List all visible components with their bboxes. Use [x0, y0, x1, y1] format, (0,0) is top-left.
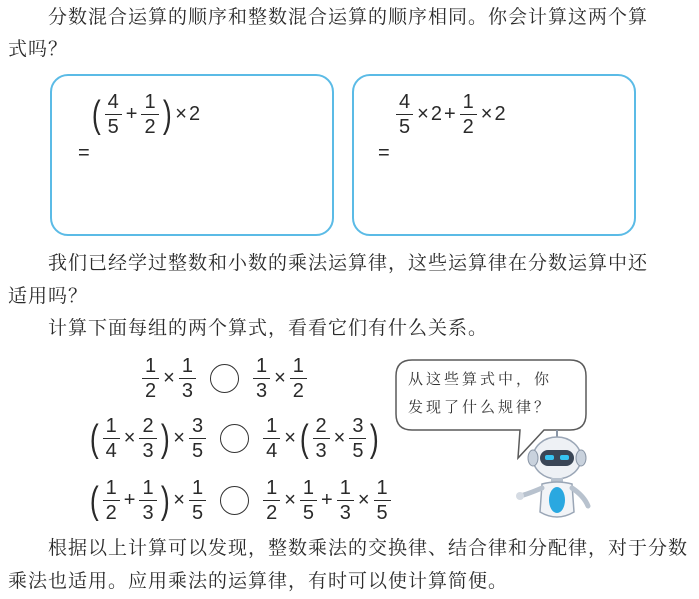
- intro-line-1: 分数混合运算的顺序和整数混合运算的顺序相同。你会计算这两个算: [48, 6, 649, 28]
- fraction: $\frac{4}{5}$: [396, 92, 413, 137]
- conclusion-line-1: 根据以上计算可以发现，整数乘法的交换律、结合律和分配律，对于分数: [48, 537, 689, 559]
- comparison-group-1: $\frac{1}{2}$ × $\frac{1}{3}$ $\frac{1}{3}$ × $\frac{1}{2}$: [140, 356, 309, 401]
- fraction: $\frac{1}{2}$: [141, 92, 158, 137]
- left-expression: ( $\frac{4}{5}$ + $\frac{1}{2}$ ) × 2: [91, 91, 201, 138]
- bubble-line-1: 从这些算式中，你: [408, 370, 553, 388]
- middle-line-3: 计算下面每组的两个算式，看看它们有什么关系。: [48, 317, 489, 339]
- fraction: $\frac{4}{5}$: [105, 92, 122, 137]
- fraction: $\frac{1}{2}$: [460, 92, 477, 137]
- compare-circle[interactable]: [220, 424, 249, 453]
- comparison-group-3: ( $\frac{1}{2}$ + $\frac{1}{3}$ ) × $\frac{1}{5}$ $\frac{1}{2}$ × $\frac{1}{5}$ + $\frac{1}{3}$ × $\frac{1}{5}$: [88, 478, 393, 523]
- middle-line-2: 适用吗？: [8, 285, 89, 307]
- right-equals: =: [378, 142, 390, 164]
- right-expression: $\frac{4}{5}$ × 2 + $\frac{1}{2}$ × 2: [394, 92, 506, 137]
- compare-circle[interactable]: [210, 364, 239, 393]
- compare-circle[interactable]: [220, 486, 249, 515]
- intro-line-2: 式吗？: [8, 38, 69, 60]
- conclusion-line-2: 乘法也适用。应用乘法的运算律，有时可以使计算简便。: [8, 570, 509, 592]
- middle-line-1: 我们已经学过整数和小数的乘法运算律，这些运算律在分数运算中还: [48, 252, 649, 274]
- bubble-line-2: 发现了什么规律？: [408, 398, 553, 416]
- comparison-group-2: ( $\frac{1}{4}$ × $\frac{2}{3}$ ) × $\frac{3}{5}$ $\frac{1}{4}$ × ( $\frac{2}{3}$ × $\frac{3}{5}$ ): [89, 415, 380, 462]
- robot-icon: [514, 428, 600, 524]
- left-equals: =: [78, 142, 90, 164]
